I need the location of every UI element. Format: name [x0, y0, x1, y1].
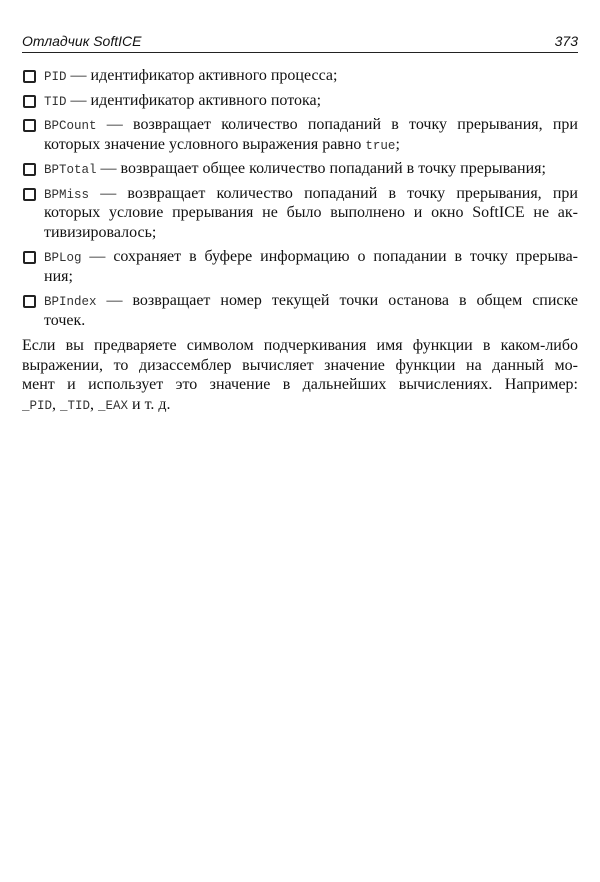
list-item — [22, 159, 578, 179]
item-text: которых условие прерывания не было выполнено и окно SoftICE не ак- — [44, 204, 578, 221]
function-name: BPCount — [44, 119, 97, 133]
item-text: которых значение условного выражения равно — [44, 135, 366, 153]
function-list — [22, 66, 578, 330]
item-text: — возвращает номер текущей точки останова в общем списке — [96, 292, 578, 309]
list-item — [22, 291, 578, 330]
item-line — [44, 115, 578, 135]
punct: ; — [395, 135, 400, 153]
checkbox-bullet-icon — [23, 163, 36, 176]
paragraph-line: выражении, то дизассемблер вычисляет значение функции на данный мо- — [22, 356, 578, 374]
code-example: _EAX — [98, 398, 129, 413]
checkbox-bullet-icon — [23, 295, 36, 308]
function-name: BPMiss — [44, 187, 90, 202]
item-line — [44, 223, 578, 243]
paragraph-line: мент и использует это значение в дальнейших вычислениях. Например: — [22, 376, 578, 393]
item-line — [44, 135, 578, 155]
paragraph-line — [22, 395, 578, 415]
item-line — [44, 66, 578, 86]
item-line — [44, 311, 578, 331]
chapter-title: Отладчик SoftICE — [22, 33, 142, 49]
item-text: точек. — [44, 311, 86, 329]
item-line — [44, 247, 578, 267]
item-text: — возвращает количество попаданий в точку прерывания, при — [96, 116, 578, 133]
paragraph-line: Если вы предваряете символом подчеркивания имя функции в каком-либо — [22, 337, 578, 354]
item-line — [44, 91, 578, 111]
checkbox-bullet-icon — [23, 188, 36, 201]
item-line — [44, 184, 578, 204]
list-item — [22, 184, 578, 243]
paragraph-ending: и т. д. — [128, 395, 171, 413]
checkbox-bullet-icon — [23, 251, 36, 264]
separator: , — [52, 395, 61, 413]
function-name: PID — [44, 70, 67, 84]
function-name: BPTotal — [44, 163, 97, 177]
list-item — [22, 247, 578, 286]
item-text: — идентификатор активного процесса; — [66, 67, 338, 84]
function-name: BPLog — [44, 251, 82, 265]
code-example: _PID — [22, 398, 53, 413]
checkbox-bullet-icon — [23, 119, 36, 132]
code-example: _TID — [60, 398, 91, 413]
item-text: ния; — [44, 267, 73, 285]
item-line — [44, 291, 578, 311]
item-line — [44, 267, 578, 287]
list-item — [22, 115, 578, 154]
list-item — [22, 66, 578, 86]
separator: , — [90, 395, 99, 413]
item-text: — возвращает общее количество попаданий в точку прерывания; — [96, 160, 546, 177]
running-header — [22, 30, 578, 53]
item-text: тивизировалось; — [44, 223, 157, 241]
paragraph — [22, 336, 578, 414]
item-line — [44, 203, 578, 223]
item-text: — сохраняет в буфере информацию о попадании в точку прерыва- — [81, 248, 578, 265]
item-text: — идентификатор активного потока; — [66, 91, 322, 109]
checkbox-bullet-icon — [23, 70, 36, 83]
page-body — [22, 66, 578, 414]
item-line — [44, 159, 578, 179]
code-value: true — [365, 138, 396, 153]
page-number: 373 — [554, 33, 578, 49]
checkbox-bullet-icon — [23, 95, 36, 108]
list-item — [22, 91, 578, 111]
item-text: — возвращает количество попаданий в точку прерывания, при — [89, 184, 578, 202]
function-name: BPIndex — [44, 295, 97, 309]
function-name: TID — [44, 94, 67, 109]
